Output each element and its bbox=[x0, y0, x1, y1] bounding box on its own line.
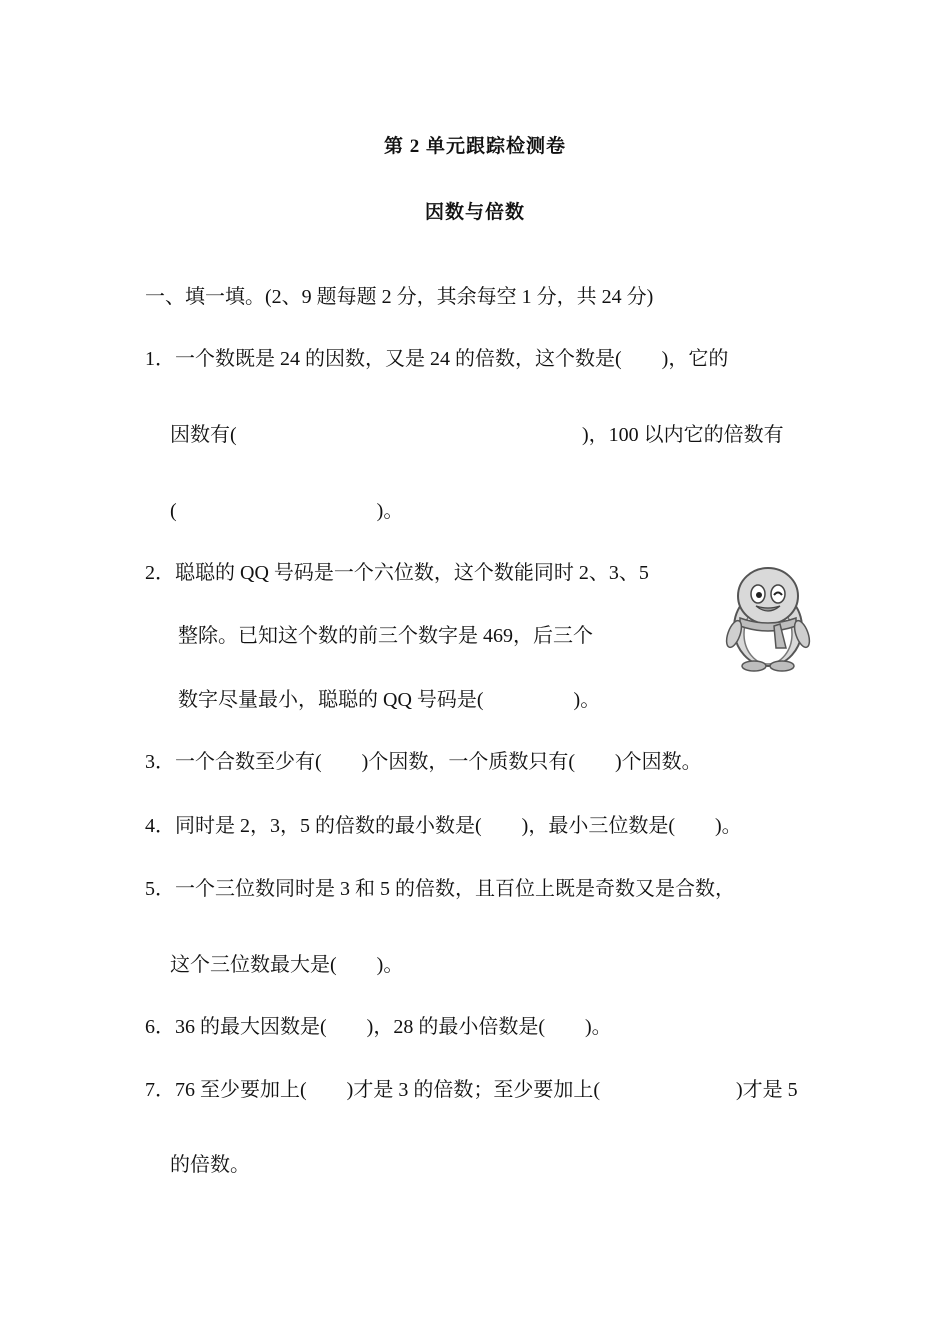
question-1-line-2a: 因数有( bbox=[170, 424, 237, 446]
section-heading: 一、填一填。(2、9 题每题 2 分，其余每空 1 分，共 24 分) bbox=[145, 286, 654, 308]
question-2-line-1: 2．聪聪的 QQ 号码是一个六位数，这个数能同时 2、3、5 bbox=[145, 562, 649, 584]
question-5-line-2: 这个三位数最大是( )。 bbox=[170, 954, 404, 976]
question-1-line-3: ( )。 bbox=[170, 500, 404, 522]
question-6: 6．36 的最大因数是( )，28 的最小倍数是( )。 bbox=[145, 1016, 612, 1038]
question-2-line-3: 数字尽量最小，聪聪的 QQ 号码是( )。 bbox=[178, 689, 601, 711]
question-3: 3．一个合数至少有( )个因数，一个质数只有( )个因数。 bbox=[145, 751, 702, 773]
question-7-line-2: 的倍数。 bbox=[170, 1154, 250, 1176]
question-2-line-2: 整除。已知这个数的前三个数字是 469，后三个 bbox=[178, 625, 593, 647]
question-1-line-1: 1．一个数既是 24 的因数，又是 24 的倍数，这个数是( )，它的 bbox=[145, 348, 729, 370]
question-7-line-1a: 7．76 至少要加上( )才是 3 的倍数；至少要加上( bbox=[145, 1079, 600, 1101]
question-1-line-2b: )，100 以内它的倍数有 bbox=[582, 424, 784, 446]
question-4: 4．同时是 2，3，5 的倍数的最小数是( )，最小三位数是( )。 bbox=[145, 815, 742, 837]
page-subtitle: 因数与倍数 bbox=[424, 202, 525, 223]
question-7-line-1b: )才是 5 bbox=[736, 1079, 798, 1101]
page-title: 第 2 单元跟踪检测卷 bbox=[383, 136, 566, 157]
qq-penguin-icon bbox=[720, 562, 816, 672]
question-5-line-1: 5．一个三位数同时是 3 和 5 的倍数，且百位上既是奇数又是合数， bbox=[145, 878, 735, 900]
